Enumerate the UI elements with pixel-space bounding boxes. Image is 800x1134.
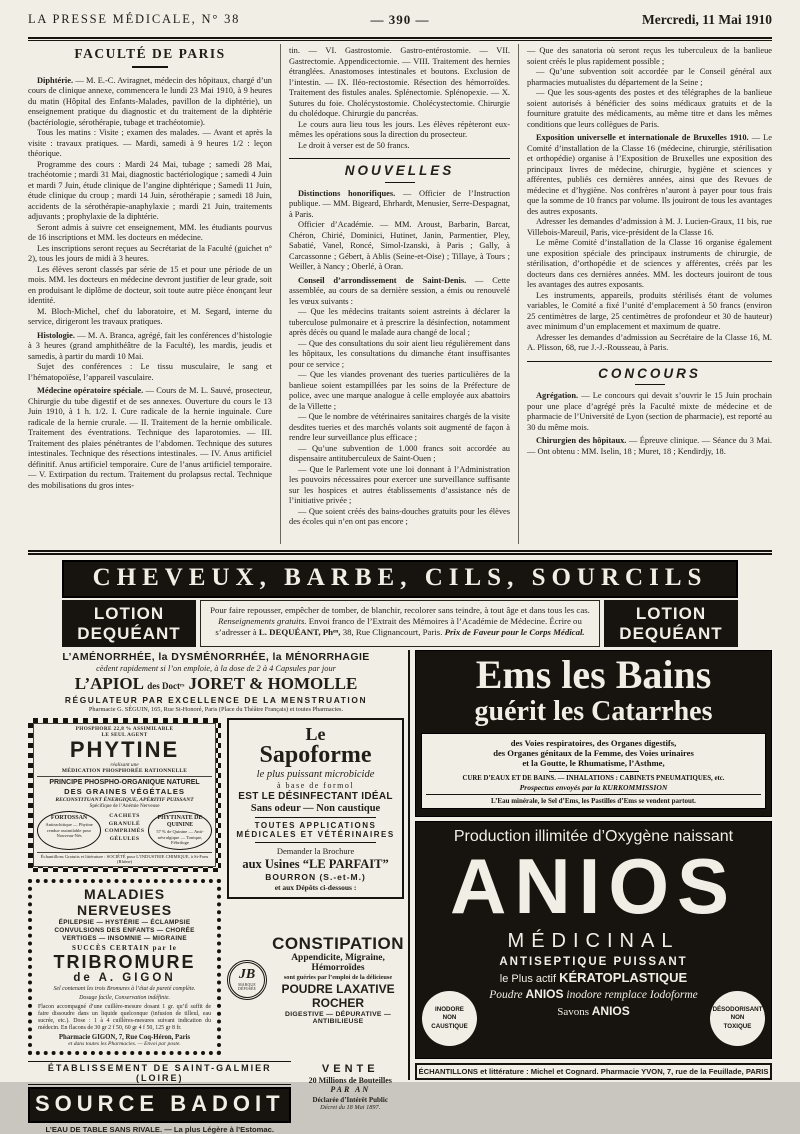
anios-text: ANIOS (591, 1004, 630, 1019)
sapoforme-line: Demander la Brochure (276, 846, 355, 857)
badoit-establishment: ÉTABLISSEMENT DE SAINT-GALMIER (LOIRE) (28, 1061, 291, 1085)
ad-copy-text: 38, Rue Clignancourt, Paris. (340, 627, 445, 637)
ad-copy-text: Prix de Faveur pour le Corps Médical. (444, 627, 585, 637)
product-text: 57 % de Quinine — Anti-névralgique — Tonique, Fébrifuge (156, 829, 204, 846)
tribromure-body: Dosage facile, Conservation indéfinie. (79, 994, 170, 1001)
apiol-headline: L’AMÉNORRHÉE, la DYSMÉNORRHÉE, la MÉNORRHAGIE (62, 651, 370, 664)
paragraph (289, 412, 510, 444)
phytine-line: RECONSTITUANT ÉNERGIQUE, APÉRITIF PUISSANT (55, 797, 194, 804)
sapoforme-brand: Sapoforme (259, 742, 372, 769)
anios-tagline: Production illimitée d’Oxygène naissant (453, 828, 734, 846)
ads-bottom-row (28, 1061, 404, 1134)
ad-source-badoit (28, 1061, 291, 1134)
sapoforme-line: EST LE DÉSINFECTANT IDÉAL (238, 791, 393, 803)
paragraph-text: — Le Comité d’installation de la Classe 16 (médecine, chirurgie, stérilisation et orthopédie) organise à l’Exposition de Bruxelles une exposition des principaux livres de médecine, chirurgie, hygiène et sciences y afférentes, publiés ces dernières années, ainsi que des Revues de médecine et d’hygiène. Nos confrères n’auront à payer pour tous frais que la somme de 10 francs par volume. Ils jouiront de tous les avantages des autres exposants. (527, 133, 772, 216)
ad-ems-les-bains (415, 650, 772, 817)
anios-text: Savons (557, 1006, 592, 1019)
rocher-logo-caption: MARQUE DÉPOSÉE (238, 983, 257, 992)
tribromure-line: SUCCÈS CERTAIN par le (72, 943, 178, 952)
paragraph-text: Les inscriptions seront reçues au Secrétariat de la Faculté (guichet n° 2), tous les jours de midi à 3 heures. (28, 243, 272, 263)
ems-line: des Organes génitaux de la Femme, des Voies urinaires (493, 748, 694, 759)
paragraph (527, 391, 772, 433)
ads-subcolumn-middle (227, 718, 404, 1055)
paragraph-text: Programme des cours : Mardi 24 Mai, tubage ; samedi 28 Mai, trachéotomie ; mardi 31 Mai, diagnostic bactériologique ; samedi 4 Juin et mardi 7 Juin, étude clinique de l’angine diphtérique ; Samedi 11 Juin, étude clinique du croup ; mardi 14 Juin, sérothérapie ; samedi 18 Juin, accidents de la sérothérapie-anaphylaxie ; mardi 21 Juin, traitements adjuvants ; prophylaxie de la diphtérie. (28, 159, 272, 221)
paragraph-text: Sujet des conférences : Le tissu musculaire, le sang et l’hématopoïèse, l’appareil vasculaire. (28, 362, 272, 382)
tribromure-line: VERTIGES — INSOMNIE — MIGRAINE (62, 934, 187, 942)
paragraph (289, 141, 510, 152)
paragraph-text: Seront admis à suivre cet enseignement, MM. les étudiants pourvus de 16 inscriptions et MM. les docteurs en médecine. (28, 222, 272, 242)
paragraph (28, 386, 272, 491)
section-divider-short (385, 182, 415, 183)
tribromure-line: ÉPILEPSIE — HYSTÉRIE — ÉCLAMPSIE (58, 918, 191, 926)
issue-date: Mercredi, 11 Mai 1910 (642, 12, 772, 27)
apiol-tagline: RÉGULATEUR PAR EXCELLENCE DE LA MENSTRUATION (64, 695, 368, 706)
phytine-topline: PHOSPHORE 22,8 % ASSIMILABLE (75, 726, 174, 733)
title-divider (132, 66, 168, 68)
anios-brand: ANIOS (449, 842, 738, 931)
section-concours-header (527, 361, 772, 386)
form-line: GRANULÉ (108, 820, 141, 827)
anios-badge-desodorisant (710, 991, 765, 1046)
product-name: FORTOSSAN (50, 815, 88, 822)
apiol-address: Pharmacie G. SÉGUIN, 165, Rue St-Honoré, Paris (Place du Théâtre Français) et toutes Pharmacies. (88, 706, 344, 714)
phytine-footer: Échantillons Gratuits et littérature : SOCIÉTÉ pour L’INDUSTRIE CHIMIQUE, à St-Fons (Rhône) (37, 852, 212, 864)
ems-line: des Voies respiratoires, des Organes digestifs, (510, 738, 677, 749)
phytine-subline: réalisant une (110, 762, 139, 769)
apiol-brand-names: JORET & HOMOLLE (188, 674, 358, 694)
form-line: CACHETS (109, 813, 140, 820)
badoit-sales-block (296, 1061, 404, 1134)
vente-line: 20 Millions de Bouteilles (308, 1075, 392, 1085)
paragraph-lead: Chirurgien des hôpitaux. (536, 436, 627, 445)
anios-text: KÉRATOPLASTIQUE (559, 970, 688, 986)
tribromure-line: CONVULSIONS DES ENFANTS — CHORÉE (54, 926, 195, 934)
paragraph-list (289, 46, 510, 151)
anios-line: ANTISEPTIQUE PUISSANT (499, 956, 688, 969)
paragraph-text: Le droit à verser est de 50 francs. (298, 140, 410, 150)
phytine-subline: MÉDICATION PHOSPHORÉE RATIONNELLE (61, 768, 188, 775)
column-nouvelles (280, 44, 518, 544)
section-nouvelles-header (289, 158, 510, 183)
ems-line: L’Eau minérale, le Sel d’Ems, les Pastilles d’Ems se vendent partout. (426, 794, 761, 805)
badge-line: NON (730, 1014, 745, 1022)
ad-apiol (28, 650, 404, 716)
sapoforme-line: à base de formol (276, 781, 355, 791)
paragraph (28, 128, 272, 160)
ad-poudre-rocher (227, 905, 404, 1055)
paragraph-text: — Épreuve clinique. — Séance du 3 Mai. — Ont obtenu : MM. Iselin, 18 ; Muret, 18 ; Kendirdjy, 18. (527, 436, 772, 456)
paragraph-text: — M. E.-C. Aviragnet, médecin des hôpitaux, chargé d’un cours de clinique annexe, commencera le lundi 23 Mai 1910, à 9 heures du matin (Hôpital des Enfants-Malades, pavillon de la diphtérie), un enseignement pratique du diagnostic et du traitement de la diphtérie (bactériologie, sérothérapie, tubage et trachéotomie). (28, 75, 272, 127)
ad-copy-text: Renseignements gratuits. (218, 616, 307, 626)
sapoforme-line: et aux Dépôts ci-dessous : (274, 883, 357, 893)
page-number: — 390 — (370, 12, 430, 27)
rocher-brand: POUDRE LAXATIVE ROCHER (281, 981, 395, 1010)
ads-left-column (28, 650, 404, 1134)
paragraph-lead: Conseil d’arrondissement de Saint-Denis. (298, 275, 467, 285)
column-concours (518, 44, 772, 544)
ems-divider (549, 771, 639, 772)
paragraph-text: tin. — VI. Gastrostomie. Gastro-entérostomie. — VII. Gastrectomie. Appendicectomie. — VIII. Traitement des hernies étranglées. Anastomoses intestinales et boutons. Exclusion de l’intestin. — IX. Iléo-rectostomie. Résection des hémorroïdes. Traitement des fistules anales. Splénectomie. Splénopexie. — X. Sutures du foie. Cholécystostomie. Cholécystectomie. Chirurgie du cholédoque. Chirurgie du pancréas. (289, 46, 510, 118)
section-title-nouvelles: NOUVELLES (344, 163, 455, 178)
section-divider-short (635, 384, 665, 385)
paragraph-text: — Que le nombre de vétérinaires sanitaires chargés de la visite desdites tueries et des marchés volants soit augmenté de façon à rendre leur surveillance plus efficace ; (289, 412, 510, 442)
paragraph (527, 436, 772, 457)
dequeant-row (62, 600, 738, 647)
phytine-topline: LE SEUL AGENT (101, 732, 148, 739)
paragraph (28, 223, 272, 244)
paragraph-text: Les instruments, appareils, produits stérilisés étant de volumes variables, le Comité a fixé l’unité d’emplacement à 50 francs (environ 25 centimètres de large, 25 centimètres de profondeur et 30 de hauteur) avec minimum d’un emplacement et maximum de quatre. (527, 290, 772, 331)
tribromure-headline: MALADIES NERVEUSES (76, 885, 173, 918)
phytine-line: PRINCIPE PHOSPHO-ORGANIQUE NATUREL (37, 776, 212, 786)
form-line: GÉLULES (109, 835, 140, 842)
paragraph-text: Adresser les demandes d’admission à M. J. Lucien-Graux, 11 bis, rue Villebois-Mareuil, Paris, vice-président de la Classe 16. (527, 217, 772, 237)
tribromure-brand-author: de A. GIGON (73, 971, 176, 984)
paragraph-text: Tous les matins : Visite ; examen des malades. — Avant et après la visite : travaux pratiques. — Mardi, samedi à 9 heures 1/2 : leçon théorique. (28, 128, 272, 158)
badoit-brand: SOURCE BADOIT (28, 1087, 291, 1123)
paragraph-text: Le cours aura lieu tous les jours. Les élèves répèteront eux-mêmes les opérations sous la direction du prosecteur. (289, 119, 510, 139)
apiol-brand-mid: des Doctʳˢ (147, 681, 185, 692)
paragraph (527, 46, 772, 67)
anios-badge-inodore (422, 991, 477, 1046)
badge-line: NON (442, 1014, 457, 1022)
rocher-monogram: JB (238, 967, 256, 983)
ads-right-column (408, 650, 772, 1080)
anios-samples-footer: ÉCHANTILLONS et littérature : Michel et Cognard. Pharmacie YVON, 7, rue de la Feuillade, PARIS (415, 1063, 772, 1080)
rocher-line: Appendicite, Migraine, Hémorroïdes (291, 952, 385, 973)
tribromure-body: Flacon accompagné d’une cuillère-mesure dosant 1 gr. qu’il suffit de faire dissoudre dans un liquide quelconque (infusion de tilleul, eau sucrée, etc.). Dose : 1 à 4 cuillères-mesures suivant indication du médecin. En flacons de 30 gr 2 f 50, 60 gr 4 f 50, 125 gr 8 fr. (38, 1003, 212, 1031)
ad-sapoforme (227, 718, 404, 899)
paragraph (289, 220, 510, 273)
rocher-line: DIGESTIVE — DÉPURATIVE — ANTIBILIEUSE (285, 1010, 392, 1025)
paragraph (289, 339, 510, 371)
paragraph-list (527, 391, 772, 457)
tribromure-pharmacy: Pharmacie GIGON, 7, Rue Coq-Héron, Paris (58, 1033, 191, 1041)
anios-line (418, 970, 769, 985)
ad-copy-text: L. DEQUÉANT, Phᵉⁿ, (258, 627, 341, 637)
sapoforme-factory-town: BOURRON (S.-et-M.) (265, 872, 366, 883)
anios-text: ANIOS (525, 987, 564, 1002)
paragraph-lead: Histologie. (37, 330, 75, 340)
paragraph (527, 217, 772, 238)
paragraph-text: — Cours de M. L. Sauvé, prosecteur, Chirurgie du tube digestif et de ses annexes. Ouverture du cours le 13 Juin 1910, à 1 h. 1/2. I. Cure radicale de la hernie inguinale. Cure radicale de la hernie crurale. — II. Traitement de la hernie ombilicale. Traitement des éventrations. Technique des laparotomies. — III. Traitement des plaies pénétrantes de l’abdomen. Technique des sutures intestinales. Technique des résections intestinales. — IV. Anus artificiel définitif. Anus artificiel temporaire. Cure de l’anus artificiel temporaire. — V. Extirpation du rectum. Traitement du prolapsus rectal. Technique des mobilisations du gros intes- (28, 386, 272, 490)
phytine-product-forms (103, 811, 146, 850)
article-title: FACULTÉ DE PARIS (74, 46, 226, 61)
paragraph (28, 307, 272, 328)
paragraph-text: — Que soient créés des bains-douches gratuits pour les élèves des écoles qui n’en ont pas encore ; (289, 506, 510, 526)
dequeant-label-line: LOTION (93, 604, 165, 623)
vente-line: VENTE (321, 1062, 379, 1075)
dequeant-right-label (604, 600, 738, 647)
paragraph-lead: Exposition universelle et internationale de Bruxelles 1910. (536, 133, 749, 142)
ems-headline: Ems les Bains (475, 652, 712, 698)
paragraph-lead: Distinctions honorifiques. (298, 188, 396, 198)
dequeant-ad-copy (200, 600, 600, 647)
paragraph-text: — Que les sous-agents des postes et des télégraphes de la banlieue soient autorisés à bénéficier des soins médicaux gratuits et de la fourniture gratuite des médicaments, au même titre et dans les mêmes conditions que leurs collègues de Paris. (527, 88, 772, 129)
paragraph-text: — Que les médecins traitants soient astreints à déclarer la tuberculose pulmonaire et à prescrire la désinfection, notamment après décès ou quand le malade aura changé de local ; (289, 307, 510, 337)
paragraph (28, 331, 272, 363)
paragraph (28, 265, 272, 307)
paragraph-text: — Qu’une subvention de 1.000 francs soit accordée au dispensaire antituberculeux de Saint-Ouen ; (289, 443, 510, 463)
phytine-line: DES GRAINES VÉGÉTALES (64, 787, 185, 797)
paragraph-list (289, 189, 510, 528)
phytine-inner (33, 723, 216, 867)
paragraph-text: — Que les viandes provenant des tueries particulières de la banlieue soient estampillées par les soins de la Préfecture de police, avec une marque analogue à celle employée aux abattoirs de la Villette ; (289, 370, 510, 411)
ads-subcolumn-left (28, 718, 221, 1055)
paragraph-lead: Diphtérie. (37, 75, 74, 85)
rocher-copy (272, 935, 404, 1025)
paragraph-text: Le même Comité d’installation de la Classe 16 organise également une exposition spéciale des principaux instruments de chirurgie, de stérilisation, d’orthopédie et de sciences y afférentes, créés par les docteurs dans ces dernières années. MM. les docteurs jouiront de tous les avantages des autres exposants. (527, 238, 772, 289)
paragraph-text: — Le concours qui devait s’ouvrir le 15 Juin prochain pour une place d’agrégé près la Faculté mixte de médecine et de pharmacie de l’Université de Lyon (section de pharmacie), est reporté au 30 du même mois. (527, 391, 772, 432)
section-divider (289, 158, 510, 159)
ems-line: Prospectus envoyés par la KURKOMMISSION (519, 783, 668, 793)
paragraph (527, 88, 772, 130)
paragraph-text: — Que le Parlement vote une loi donnant à l’Administration les pouvoirs nécessaires pour exercer une surveillance suffisante sur les hospices et autres établissements d’assistance nés de l’initiative privée ; (289, 464, 510, 505)
paragraph (289, 444, 510, 465)
paragraph-text: Les élèves seront classés par série de 15 et pour une période de un mois. MM. les docteurs en médecine devront justifier de leur grade, soit en produisant le diplôme de docteur, soit toute autre pièce énonçant leur identité. (28, 264, 272, 305)
paragraph-text: M. Bloch-Michel, chef du laboratoire, et M. Segard, interne du service, dirigeront les travaux pratiques. (28, 306, 272, 326)
ad-lotion-dequeant (62, 560, 738, 647)
paragraph (28, 244, 272, 265)
sapoforme-line: MÉDICALES ET VÉTÉRINAIRES (236, 830, 395, 840)
paragraph-list (527, 46, 772, 354)
paragraph (289, 189, 510, 221)
section-title-concours: CONCOURS (598, 365, 701, 381)
ad-tribromure-gigon (28, 879, 221, 1055)
apiol-brand-name: L’APIOL (74, 674, 144, 694)
ems-copy-box (421, 733, 766, 809)
paragraph-text: — Cette assemblée, au cours de sa dernière session, a émis ou renouvelé les vœux suivants : (289, 275, 510, 306)
vente-line: PAR AN (330, 1084, 371, 1094)
anios-line: MÉDICINAL (507, 930, 680, 953)
paragraph (527, 333, 772, 354)
ad-copy-text: Pour faire repousser, empêcher de tomber, de blanchir, recolorer sans teindre, à tout âge et dans tous les cas. (210, 605, 590, 615)
paragraph (28, 160, 272, 223)
badge-line: DÉSODORISANT (712, 1006, 763, 1014)
section-divider (527, 361, 772, 362)
product-text: Antirachitique — Phytine rendue assimilable pour Nouveau-Nés (45, 822, 93, 839)
badge-line: CAUSTIQUE (431, 1022, 468, 1030)
paragraph (289, 307, 510, 339)
ad-phytine (28, 718, 221, 872)
apiol-brand (28, 674, 404, 694)
dequeant-headline: CHEVEUX, BARBE, CILS, SOURCILS (62, 560, 738, 598)
paragraph-text: — Que des sanatoria où seront reçus les tuberculeux de la banlieue soient créés le plus rapidement possible ; (527, 46, 772, 66)
ad-anios (415, 821, 772, 1059)
paragraph-text: — Que des consultations du soir aient lieu régulièrement dans les hôpitaux, les consultations du dimanche étant insuffisantes pour ce service ; (289, 338, 510, 369)
ems-line: CURE D’EAUX ET DE BAINS. — INHALATIONS : CABINETS PNEUMATIQUES, etc. (462, 775, 725, 783)
header-rule (28, 37, 772, 41)
badoit-tagline: L’EAU DE TABLE SANS RIVALE. — La plus Légère à l’Estomac. (45, 1124, 274, 1134)
dequeant-label-line: DEQUÉANT (619, 623, 723, 643)
paragraph (289, 46, 510, 120)
sapoforme-divider (255, 842, 376, 843)
phytine-product-fortossan (37, 811, 101, 850)
sapoforme-line: Sans odeur — Non caustique (250, 803, 381, 815)
paragraph (527, 238, 772, 291)
page-header (28, 12, 772, 30)
paragraph (289, 507, 510, 528)
ads-section-divider (28, 550, 772, 555)
paragraph (28, 362, 272, 383)
paragraph (289, 370, 510, 412)
vente-line: Décret du 18 Mai 1897. (320, 1103, 381, 1111)
article-columns (28, 44, 772, 544)
paragraph-lead: Agrégation. (536, 391, 579, 400)
sapoforme-line: le plus puissant microbicide (256, 769, 375, 781)
journal-title: LA PRESSE MÉDICALE, N° 38 (28, 12, 241, 26)
rocher-line: sont guéries par l’emploi de la délicieuse (283, 973, 393, 981)
paragraph (527, 291, 772, 333)
paragraph (289, 120, 510, 141)
paragraph-text: Adresser les demandes d’admission au Secrétaire de la Classe 16, M. A. Plisson, 68, rue J.-J.-Rousseau, à Paris. (527, 332, 772, 352)
phytine-product-quinine (148, 811, 212, 850)
paragraph-text: — Qu’une subvention soit accordée par le Conseil général aux pharmacies mutualistes du département de la Seine ; (527, 67, 772, 87)
sapoforme-divider (255, 817, 376, 818)
dequeant-left-label (62, 600, 196, 647)
paragraph (28, 76, 272, 129)
rocher-trademark-logo (227, 960, 267, 1000)
phytine-brand: PHYTINE (69, 737, 180, 763)
sapoforme-line: TOUTES APPLICATIONS (254, 821, 377, 831)
vente-line: Déclarée d’Intérêt Public (312, 1095, 388, 1104)
phytine-products (37, 811, 212, 850)
dequeant-label-line: DEQUÉANT (77, 623, 181, 643)
badge-line: INODORE (435, 1006, 464, 1014)
paragraph-text: Officier d’Académie. — MM. Aroust, Barbarin, Barcat, Chéron, Chirié, Dominici, Hutinet, Janin, Parmentier, Pley, Sabatié, Vanel, Roncé, Simol-Izanski, à Paris ; Gally, à Carcassonne ; Gébert, à Ablis (Seine-et-Oise) ; Tillaye, à Tours ; Weiller, à Nancy ; Oberlé, à Oran. (289, 220, 510, 271)
paragraph-lead: Médecine opératoire spéciale. (37, 386, 144, 395)
anios-text: inodore remplace Iodoforme (563, 989, 698, 1002)
phytine-line: Spécifique de l’Anémie Nerveuse (89, 803, 160, 810)
anios-text: le Plus actif (499, 973, 560, 986)
ads-left-subcolumns (28, 718, 404, 1055)
apiol-subline: cèdent rapidement si l’on emploie, à la dose de 2 à 4 Capsules par jour (96, 664, 336, 674)
paragraph-text: — Officier de l’Instruction publique. — MM. Bigeard, Ehrhardt, Menusier, Serre-Despagnat, à Paris. (289, 188, 510, 219)
tribromure-body: Sel contenant les trois Bromures à l’état de pureté complète. (53, 985, 196, 992)
ads-grid (28, 650, 772, 1134)
rocher-headline: CONSTIPATION (272, 933, 404, 953)
dequeant-label-line: LOTION (635, 604, 707, 623)
paragraph (289, 465, 510, 507)
tribromure-pharmacy-note: et dans toutes les Pharmacies. — Envoi par poste. (68, 1040, 181, 1047)
badge-line: TOXIQUE (723, 1022, 752, 1030)
ems-line: et la Goutte, le Rhumatisme, l’Asthme, (522, 758, 665, 769)
ems-headline: guérit les Catarrhes (474, 696, 713, 728)
anios-text: Poudre (489, 989, 526, 1002)
sapoforme-factory: aux Usines “LE PARFAIT” (242, 857, 389, 872)
paragraph-list (28, 76, 272, 492)
column-faculte-de-paris (28, 44, 280, 544)
paragraph-text: — M. A. Branca, agrégé, fait les conférences d’histologie à 3 heures (grand amphithéâtre de la Faculté), les mardis, jeudis et samedis, à partir du mardi 10 Mai. (28, 330, 272, 361)
paragraph (527, 133, 772, 217)
form-line: COMPRIMÉS (104, 828, 145, 835)
ad-copy-text: Envoi franco de l’Extrait des Mémoires à l’Académie de Médecine. Écrire ou s’adresser à (215, 616, 582, 637)
sapoforme-brand: Le (305, 724, 326, 745)
tribromure-brand: TRIBROMURE (53, 951, 196, 972)
paragraph (289, 276, 510, 308)
product-name: PHYTINATE DE QUININE (157, 815, 203, 829)
paragraph (527, 67, 772, 88)
